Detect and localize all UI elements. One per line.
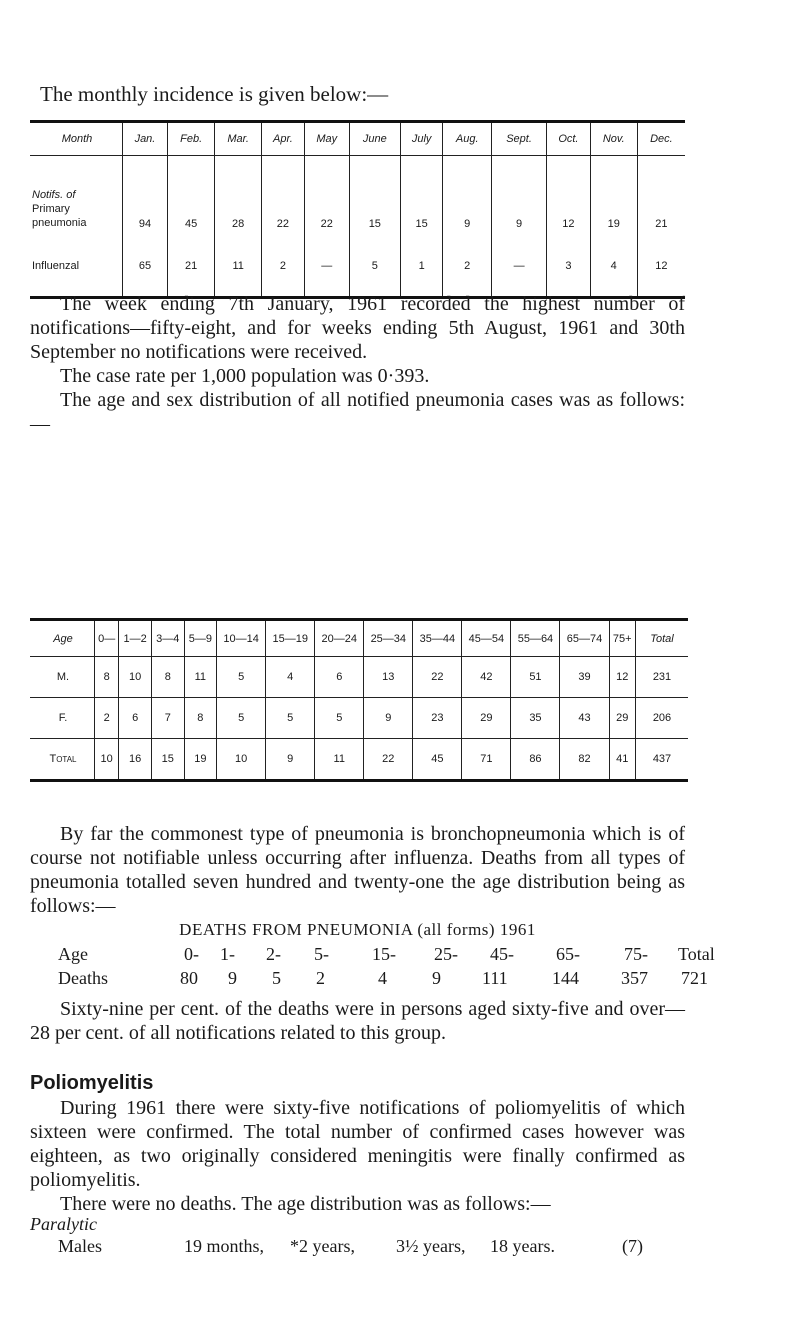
table-cell: 29 bbox=[462, 698, 511, 739]
table-cell: 45 bbox=[413, 739, 462, 781]
table-cell: 8 bbox=[151, 657, 184, 698]
header-cell: May bbox=[304, 122, 349, 156]
table-cell: 6 bbox=[119, 698, 152, 739]
header-cell: 10—14 bbox=[217, 620, 266, 657]
header-cell: 5—9 bbox=[184, 620, 217, 657]
age-cell: 5- bbox=[314, 944, 329, 964]
table-cell: 41 bbox=[609, 739, 635, 781]
table-cell: — bbox=[304, 236, 349, 298]
deaths-caption: DEATHS FROM PNEUMONIA (all forms) 1961 bbox=[179, 920, 536, 939]
table-cell: 2 bbox=[261, 236, 304, 298]
table-cell: 4 bbox=[266, 657, 315, 698]
table-cell: 22 bbox=[413, 657, 462, 698]
header-cell: Oct. bbox=[547, 122, 591, 156]
header-cell: 75+ bbox=[609, 620, 635, 657]
table-cell: 9 bbox=[492, 156, 547, 237]
row-label: Influenzal bbox=[32, 260, 80, 272]
table-cell: 23 bbox=[413, 698, 462, 739]
header-cell: Age bbox=[53, 632, 73, 645]
age-cell: 65- bbox=[556, 944, 580, 964]
header-cell: 20—24 bbox=[315, 620, 364, 657]
table-cell: 206 bbox=[636, 698, 689, 739]
table-cell: 9 bbox=[364, 698, 413, 739]
polio-cell: 3½ years, bbox=[396, 1236, 466, 1256]
table-cell: — bbox=[492, 236, 547, 298]
deaths-value-row bbox=[0, 968, 800, 990]
table-cell: 10 bbox=[95, 739, 119, 781]
table-cell: 28 bbox=[215, 156, 262, 237]
header-cell: Dec. bbox=[637, 122, 685, 156]
table-cell: 5 bbox=[217, 698, 266, 739]
header-cell: June bbox=[349, 122, 400, 156]
text-block-3 bbox=[30, 997, 685, 1045]
paragraph: Sixty-nine per cent. of the deaths were in persons aged sixty-five and over—28 per cent. of all notifications related to this group. bbox=[30, 998, 685, 1044]
text-block-4 bbox=[30, 1096, 685, 1216]
table-cell: 8 bbox=[184, 698, 217, 739]
table-cell: 19 bbox=[184, 739, 217, 781]
paragraph: The week ending 7th January, 1961 recorded the highest number of notifications—fifty-eight, and for weeks ending 5th August, 1961 and 30th September no notifications were received. bbox=[30, 293, 685, 363]
age-cell: 15- bbox=[372, 944, 396, 964]
paragraph: There were no deaths. The age distribution was as follows:— bbox=[60, 1193, 551, 1215]
table-cell: 22 bbox=[304, 156, 349, 237]
age-cell: 25- bbox=[434, 944, 458, 964]
header-cell: Mar. bbox=[215, 122, 262, 156]
table-cell: 42 bbox=[462, 657, 511, 698]
table-cell: 22 bbox=[364, 739, 413, 781]
header-cell: Total bbox=[636, 620, 689, 657]
header-cell: July bbox=[400, 122, 442, 156]
age-cell: 2- bbox=[266, 944, 281, 964]
table-cell: 29 bbox=[609, 698, 635, 739]
header-cell: Aug. bbox=[443, 122, 492, 156]
table-cell: 11 bbox=[184, 657, 217, 698]
table-cell: 43 bbox=[560, 698, 609, 739]
death-cell: 9 bbox=[432, 968, 441, 988]
death-cell: 80 bbox=[180, 968, 198, 988]
row-label: Males bbox=[58, 1236, 102, 1256]
header-cell: 35—44 bbox=[413, 620, 462, 657]
header-cell: 1—2 bbox=[119, 620, 152, 657]
polio-paralytic-label: Paralytic bbox=[30, 1214, 97, 1234]
header-cell: Nov. bbox=[590, 122, 637, 156]
table-cell: 11 bbox=[215, 236, 262, 298]
table-cell: 9 bbox=[443, 156, 492, 237]
table-cell: 51 bbox=[511, 657, 560, 698]
table-cell: 5 bbox=[266, 698, 315, 739]
table-header-row bbox=[30, 122, 685, 156]
paragraph: The age and sex distribution of all notified pneumonia cases was as follows:— bbox=[30, 389, 685, 435]
row-label-line: pneumonia bbox=[32, 217, 87, 229]
header-cell: 55—64 bbox=[511, 620, 560, 657]
age-cell: Total bbox=[678, 944, 715, 964]
row-label: M. bbox=[56, 671, 70, 683]
section-heading: Poliomyelitis bbox=[30, 1072, 154, 1094]
death-cell: 357 bbox=[621, 968, 648, 988]
table-cell: 7 bbox=[151, 698, 184, 739]
polio-cell: (7) bbox=[622, 1236, 643, 1256]
death-cell: 4 bbox=[378, 968, 387, 988]
text-block-1 bbox=[30, 292, 685, 436]
table-cell: 5 bbox=[349, 236, 400, 298]
table-cell: 10 bbox=[217, 739, 266, 781]
polio-cell: *2 years, bbox=[290, 1236, 355, 1256]
table-cell: 21 bbox=[167, 236, 214, 298]
table-cell: 19 bbox=[590, 156, 637, 237]
table-cell: 39 bbox=[560, 657, 609, 698]
row-label bbox=[30, 156, 123, 237]
polio-cell: 18 years. bbox=[490, 1236, 555, 1256]
header-cell: Month bbox=[61, 133, 93, 145]
deaths-age-row bbox=[0, 944, 800, 966]
header-cell: 65—74 bbox=[560, 620, 609, 657]
table-cell: 3 bbox=[547, 236, 591, 298]
age-cell: 75- bbox=[624, 944, 648, 964]
table-cell: 10 bbox=[119, 657, 152, 698]
table-cell: 15 bbox=[349, 156, 400, 237]
age-sex-table bbox=[30, 618, 688, 782]
death-cell: 9 bbox=[228, 968, 237, 988]
death-cell: 144 bbox=[552, 968, 579, 988]
table-cell: 437 bbox=[636, 739, 689, 781]
table-cell: 71 bbox=[462, 739, 511, 781]
table-row bbox=[30, 156, 685, 237]
table-cell: 21 bbox=[637, 156, 685, 237]
row-label: Age bbox=[58, 944, 88, 964]
header-cell: Apr. bbox=[261, 122, 304, 156]
table-cell: 15 bbox=[151, 739, 184, 781]
header-cell: Sept. bbox=[492, 122, 547, 156]
table-cell: 65 bbox=[123, 236, 168, 298]
table-cell: 22 bbox=[261, 156, 304, 237]
row-label: Deaths bbox=[58, 968, 108, 988]
table-cell: 13 bbox=[364, 657, 413, 698]
table-cell: 94 bbox=[123, 156, 168, 237]
table-header-row bbox=[30, 620, 688, 657]
death-cell: 5 bbox=[272, 968, 281, 988]
table-cell: 2 bbox=[95, 698, 119, 739]
header-cell: 45—54 bbox=[462, 620, 511, 657]
table-cell: 16 bbox=[119, 739, 152, 781]
row-label: Total bbox=[49, 753, 77, 765]
table-cell: 15 bbox=[400, 156, 442, 237]
header-cell: 0— bbox=[95, 620, 119, 657]
header-cell: 25—34 bbox=[364, 620, 413, 657]
table-row bbox=[30, 739, 688, 781]
header-cell: 3—4 bbox=[151, 620, 184, 657]
paragraph: By far the commonest type of pneumonia is bronchopneumonia which is of course not notifiable unless occurring after influenza. Deaths from all types of pneumonia totalled seven hundred and twenty-one the age distribution being as follows:— bbox=[30, 823, 685, 917]
table-cell: 4 bbox=[590, 236, 637, 298]
table-cell: 86 bbox=[511, 739, 560, 781]
intro-text: The monthly incidence is given below:— bbox=[40, 82, 389, 106]
table-cell: 12 bbox=[609, 657, 635, 698]
death-cell: 111 bbox=[482, 968, 508, 988]
table-cell: 11 bbox=[315, 739, 364, 781]
text-block-2 bbox=[30, 822, 685, 918]
table-row bbox=[30, 236, 685, 298]
table-cell: 5 bbox=[217, 657, 266, 698]
header-cell: 15—19 bbox=[266, 620, 315, 657]
age-cell: 45- bbox=[490, 944, 514, 964]
table-row bbox=[30, 657, 688, 698]
row-label-line: Notifs. of bbox=[32, 189, 76, 201]
table-row bbox=[30, 698, 688, 739]
table-cell: 12 bbox=[547, 156, 591, 237]
paragraph: The case rate per 1,000 population was 0·393. bbox=[60, 365, 430, 387]
header-cell: Feb. bbox=[167, 122, 214, 156]
row-label-line: Primary bbox=[32, 203, 70, 215]
table-cell: 82 bbox=[560, 739, 609, 781]
paragraph: During 1961 there were sixty-five notifications of poliomyelitis of which sixteen were confirmed. The total number of confirmed cases however was eighteen, as two originally considered meningitis were finally confirmed as poliomyelitis. bbox=[30, 1097, 685, 1191]
table-cell: 2 bbox=[443, 236, 492, 298]
table-cell: 35 bbox=[511, 698, 560, 739]
table-cell: 9 bbox=[266, 739, 315, 781]
monthly-incidence-table bbox=[30, 120, 685, 299]
death-cell: 2 bbox=[316, 968, 325, 988]
age-cell: 1- bbox=[220, 944, 235, 964]
polio-row bbox=[0, 1236, 800, 1258]
polio-cell: 19 months, bbox=[184, 1236, 265, 1256]
row-label: F. bbox=[58, 712, 68, 724]
table-cell: 45 bbox=[167, 156, 214, 237]
table-cell: 8 bbox=[95, 657, 119, 698]
header-cell: Jan. bbox=[123, 122, 168, 156]
table-cell: 5 bbox=[315, 698, 364, 739]
age-cell: 0- bbox=[184, 944, 199, 964]
lower-overlay bbox=[0, 1258, 800, 1327]
table-cell: 6 bbox=[315, 657, 364, 698]
table-cell: 12 bbox=[637, 236, 685, 298]
table-cell: 1 bbox=[400, 236, 442, 298]
table-cell: 231 bbox=[636, 657, 689, 698]
death-cell: 721 bbox=[681, 968, 708, 988]
